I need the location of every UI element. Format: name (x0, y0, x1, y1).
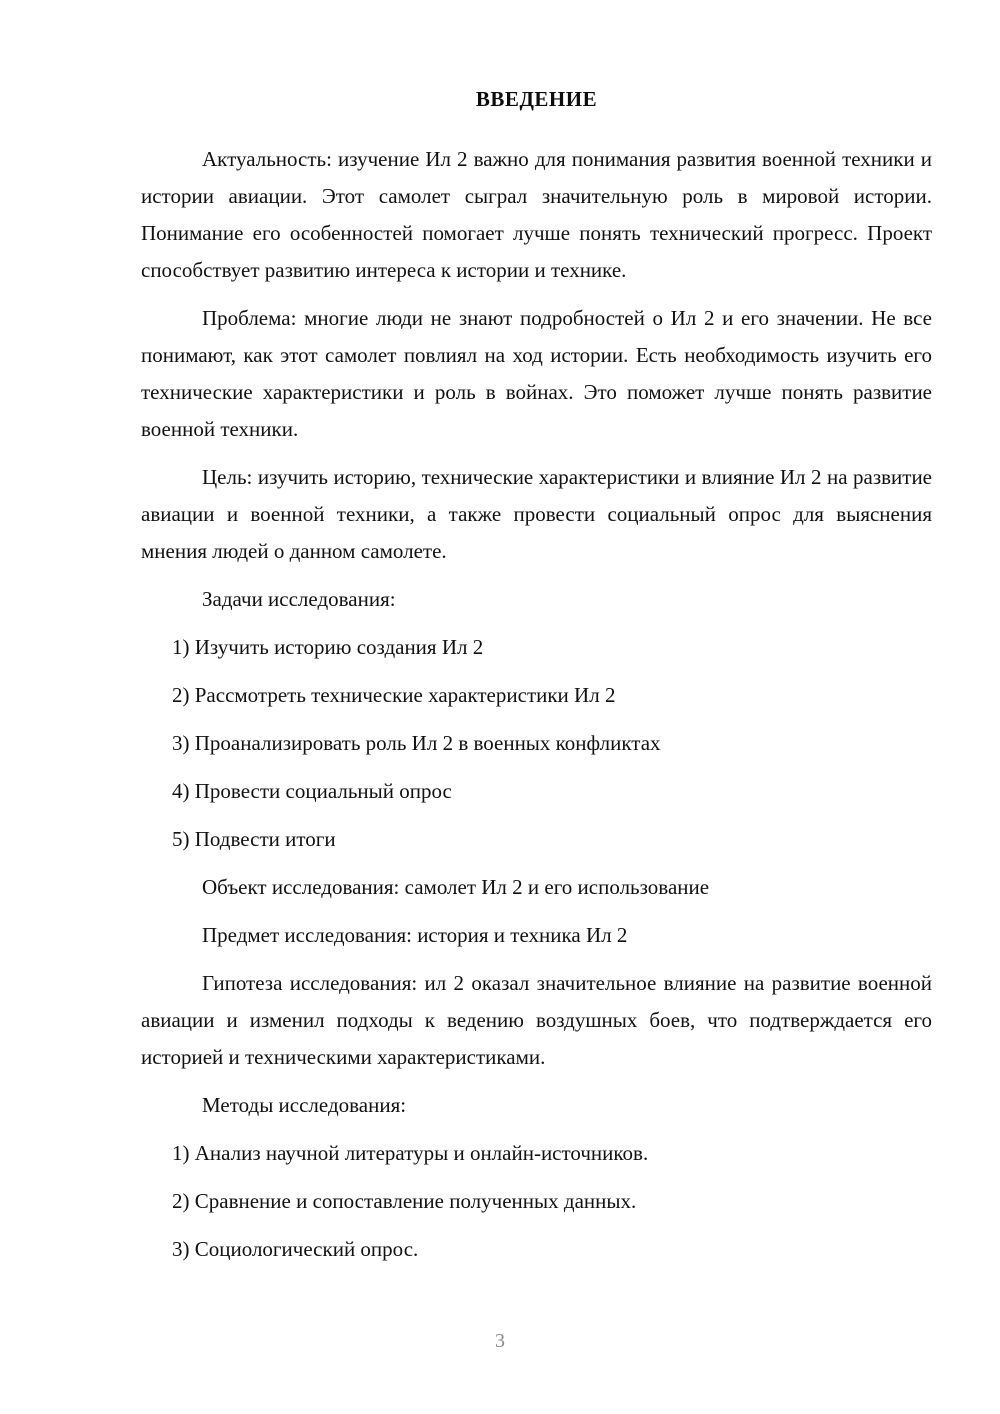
tasks-list (141, 629, 932, 858)
document-body (141, 88, 932, 1279)
heading-methods: Методы исследования: (202, 1093, 407, 1118)
list-item: 1) Анализ научной литературы и онлайн-источников. (172, 1141, 649, 1166)
paragraph-goal: Цель: изучить историю, технические характеристики и влияние Ил 2 на развитие авиации и военной техники, а также провести социальный опрос для выяснения мнения людей о данном самолете. (141, 465, 932, 564)
paragraph-hypothesis: Гипотеза исследования: ил 2 оказал значительное влияние на развитие военной авиации и изменил подходы к ведению воздушных боев, что подтверждается его историей и техническими характеристиками. (141, 971, 932, 1070)
list-item: 4) Провести социальный опрос (172, 779, 452, 804)
page-title: ВВЕДЕНИЕ (475, 87, 598, 111)
heading-tasks: Задачи исследования: (202, 587, 396, 612)
paragraph-relevance: Актуальность: изучение Ил 2 важно для понимания развития военной техники и истории авиации. Этот самолет сыграл значительную роль в мировой истории. Понимание его особенностей помогает лучше понять технический прогресс. Проект способствует развитию интереса к истории и технике. (141, 147, 932, 283)
list-item: 2) Рассмотреть технические характеристики Ил 2 (172, 683, 616, 708)
paragraph-object: Объект исследования: самолет Ил 2 и его использование (202, 875, 710, 900)
list-item: 2) Сравнение и сопоставление полученных данных. (172, 1189, 637, 1214)
paragraph-subject: Предмет исследования: история и техника Ил 2 (202, 923, 628, 948)
list-item: 1) Изучить историю создания Ил 2 (172, 635, 484, 660)
list-item: 5) Подвести итоги (172, 827, 336, 852)
page-number: 3 (495, 1330, 505, 1352)
list-item: 3) Социологический опрос. (172, 1237, 419, 1262)
paragraph-problem: Проблема: многие люди не знают подробностей о Ил 2 и его значении. Не все понимают, как этот самолет повлиял на ход истории. Есть необходимость изучить его технические характеристики и роль в войнах. Это поможет лучше понять развитие военной техники. (141, 306, 932, 442)
list-item: 3) Проанализировать роль Ил 2 в военных конфликтах (172, 731, 661, 756)
methods-list (141, 1135, 932, 1268)
